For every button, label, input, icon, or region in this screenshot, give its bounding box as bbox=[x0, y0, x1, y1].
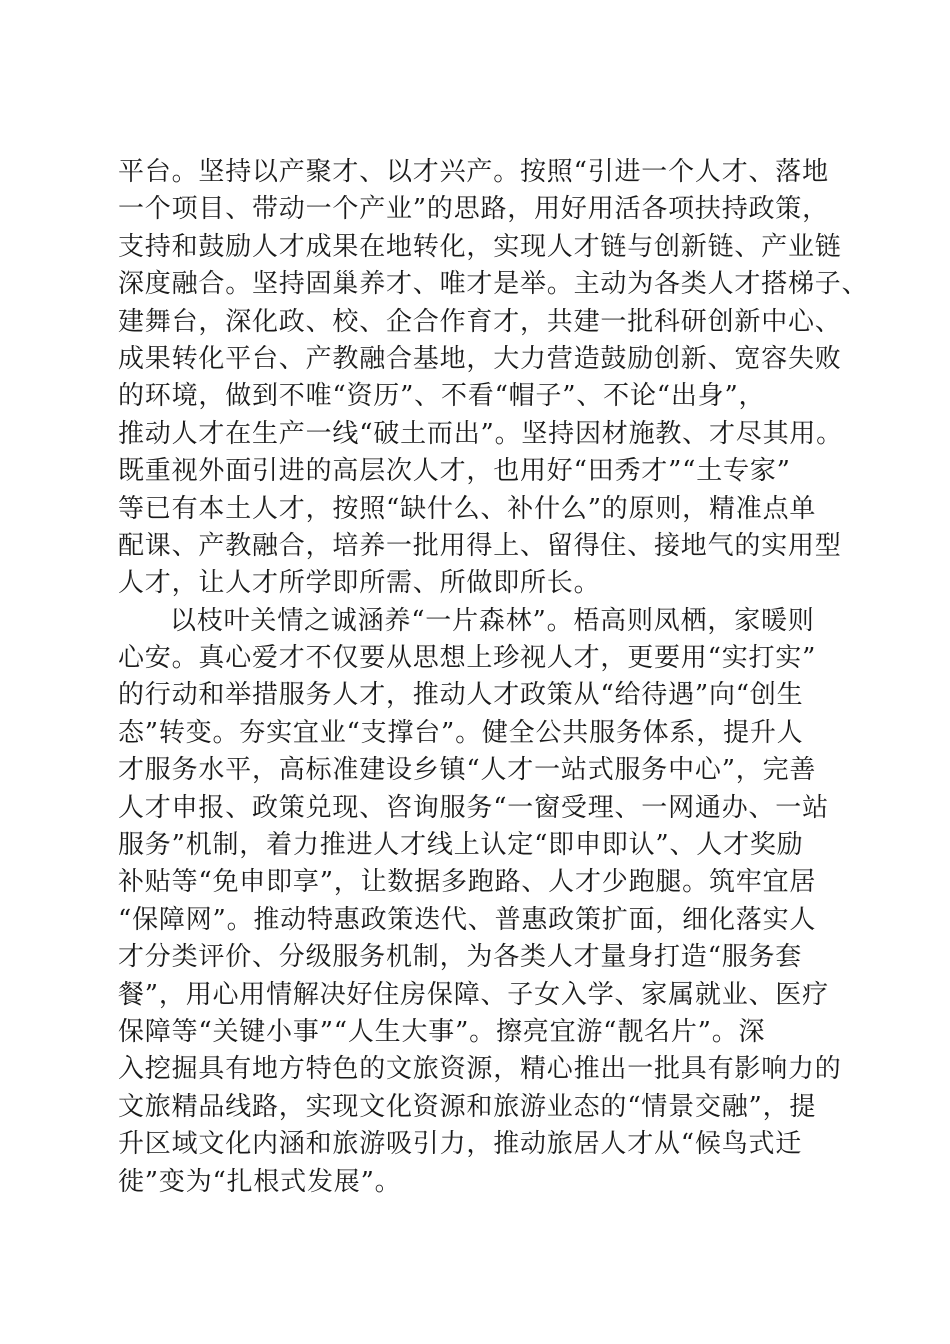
text-line: 才服务水平，高标准建设乡镇“人才一站式服务中心”，完善 bbox=[118, 755, 817, 786]
text-line: 建舞台，深化政、校、企合作育才，共建一批科研创新中心、 bbox=[118, 306, 842, 337]
text-line: 人才，让人才所学即所需、所做即所长。 bbox=[118, 568, 601, 599]
text-line: 文旅精品线路，实现文化资源和旅游业态的“情景交融”，提 bbox=[118, 1091, 817, 1122]
paragraph-2 bbox=[118, 603, 842, 1201]
text-line: 态”转变。夯实宜业“支撑台”。健全公共服务体系，提升人 bbox=[118, 717, 804, 748]
text-line: 的行动和举措服务人才，推动人才政策从“给待遇”向“创生 bbox=[118, 680, 804, 711]
document-body bbox=[118, 154, 869, 1201]
text-line: 才分类评价、分级服务机制，为各类人才量身打造“服务套 bbox=[118, 942, 803, 973]
text-line: 一个项目、带动一个产业”的思路，用好用活各项扶持政策， bbox=[118, 194, 829, 225]
text-line: 深度融合。坚持固巢养才、唯才是举。主动为各类人才搭梯子、 bbox=[118, 269, 869, 300]
text-line: “保障网”。推动特惠政策迭代、普惠政策扩面，细化落实人 bbox=[118, 904, 817, 935]
text-line: 保障等“关键小事”“人生大事”。擦亮宜游“靓名片”。深 bbox=[118, 1016, 766, 1047]
text-line: 人才申报、政策兑现、咨询服务“一窗受理、一网通办、一站 bbox=[118, 792, 829, 823]
text-line: 补贴等“免申即享”，让数据多跑路、人才少跑腿。筑牢宜居 bbox=[118, 867, 817, 898]
text-line: 支持和鼓励人才成果在地转化，实现人才链与创新链、产业链 bbox=[118, 231, 842, 262]
text-line: 平台。坚持以产聚才、以才兴产。按照“引进一个人才、落地 bbox=[118, 157, 829, 187]
text-line: 餐”，用心用情解决好住房保障、子女入学、家属就业、医疗 bbox=[118, 979, 829, 1010]
paragraph-1 bbox=[118, 154, 869, 603]
text-line: 入挖掘具有地方特色的文旅资源，精心推出一批具有影响力的 bbox=[118, 1054, 842, 1085]
text-line: 既重视外面引进的高层次人才，也用好“田秀才”“土专家” bbox=[118, 456, 791, 487]
text-line-indented: 以枝叶关情之诚涵养“一片森林”。梧高则凤栖，家暖则 bbox=[170, 605, 815, 636]
text-line: 配课、产教融合，培养一批用得上、留得住、接地气的实用型 bbox=[118, 530, 842, 561]
text-line: 服务”机制，着力推进人才线上认定“即申即认”、人才奖励 bbox=[118, 830, 804, 861]
text-line: 成果转化平台、产教融合基地，大力营造鼓励创新、宽容失败 bbox=[118, 343, 842, 374]
text-line: 等已有本土人才，按照“缺什么、补什么”的原则，精准点单 bbox=[118, 493, 817, 524]
text-line: 徙”变为“扎根式发展”。 bbox=[118, 1166, 402, 1197]
text-line: 升区域文化内涵和旅游吸引力，推动旅居人才从“候鸟式迁 bbox=[118, 1129, 803, 1160]
text-line: 心安。真心爱才不仅要从思想上珍视人才，更要用“实打实” bbox=[118, 643, 817, 674]
text-line: 的环境，做到不唯“资历”、不看“帽子”、不论“出身”， bbox=[118, 381, 766, 412]
text-line: 推动人才在生产一线“破土而出”。坚持因材施教、才尽其用。 bbox=[118, 418, 843, 449]
